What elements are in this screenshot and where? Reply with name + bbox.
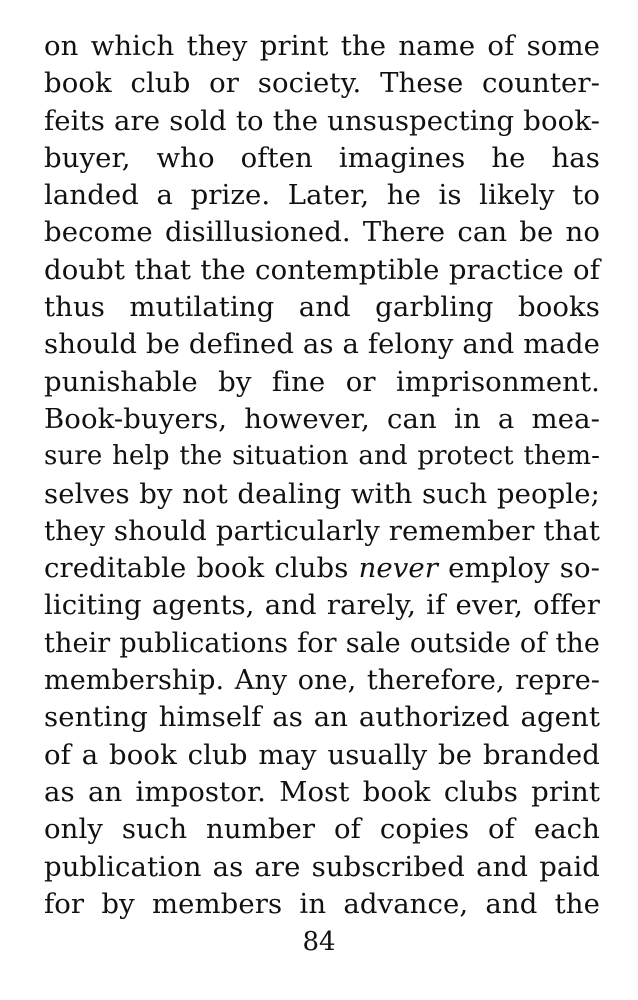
text-line: become disillusioned. There can be no: [44, 216, 600, 249]
text-line: for by members in advance, and the: [44, 887, 600, 920]
text-line: publication as are subscribed and paid: [44, 850, 600, 883]
text-line: they should particularly remember that: [44, 514, 600, 547]
page-number: 84: [302, 927, 336, 957]
text-line: thus mutilating and garbling books: [44, 291, 600, 324]
body-text: [44, 28, 600, 923]
text-line: landed a prize. Later, he is likely to: [44, 179, 600, 212]
text-segment: employ so-: [438, 552, 600, 585]
text-line: membership. Any one, therefore, repre-: [44, 665, 600, 697]
text-line: buyer, who often imagines he has: [44, 141, 600, 174]
text-line: of a book club may usually be branded: [44, 738, 600, 771]
text-line: on which they print the name of some: [44, 30, 600, 62]
text-line: book club or society. These counter-: [44, 67, 600, 100]
text-line: sure help the situation and protect them-: [44, 441, 600, 472]
text-line: punishable by fine or imprisonment.: [44, 365, 600, 398]
text-line: liciting agents, and rarely, if ever, offer: [44, 589, 600, 622]
text-line: only such number of copies of each: [44, 813, 600, 846]
text-line: as an impostor. Most book clubs print: [44, 775, 600, 808]
text-line: doubt that the contemptible practice of: [44, 253, 600, 286]
text-line: feits are sold to the unsuspecting book-: [44, 104, 600, 137]
text-line: their publications for sale outside of the: [44, 627, 600, 659]
text-line-with-emphasis: [44, 550, 600, 587]
text-line: selves by not dealing with such people;: [44, 477, 600, 510]
text-line: Book-buyers, however, can in a mea-: [44, 402, 600, 435]
text-segment: creditable book clubs: [44, 552, 359, 585]
emphasized-word: never: [358, 552, 439, 585]
text-line: should be defined as a felony and made: [44, 328, 600, 361]
text-line: senting himself as an authorized agent: [44, 701, 600, 734]
